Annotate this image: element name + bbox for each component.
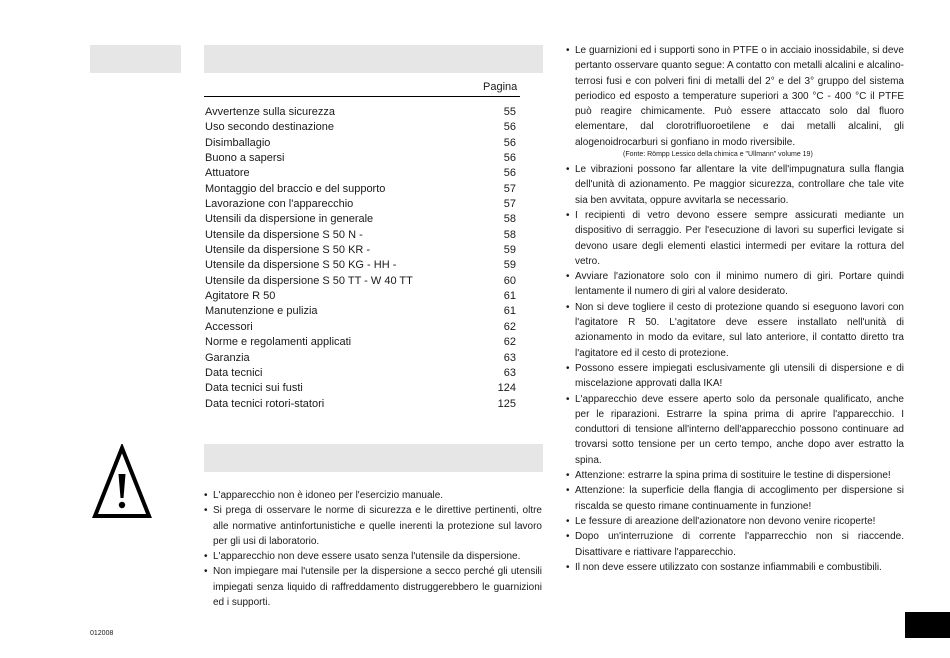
list-item: • Le vibrazioni possono far allentare la vite dell'impugnatura sulla flangia dell'unità di azionamento. Pe maggior sicurezza, controllare che tale vite sia ben avvitata, oppure avvitarla se necessario. [566, 162, 904, 208]
list-item: • L'apparecchio non è idoneo per l'esercizio manuale. [204, 488, 542, 503]
toc-item[interactable]: Agitatore R 50 61 [205, 290, 516, 303]
list-item: • Non si deve togliere il cesto di protezione quando si eseguono lavori con l'agitatore R 50. L'agitatore deve essere installato nell'unità di azionamento in modo da evitare, sul lato anteriore, il contatto diretto tra l'agitatore ed il cesto di protezione. [566, 300, 904, 361]
safety-list-right [566, 43, 904, 575]
warning-triangle-icon [92, 444, 152, 520]
list-item: • Il non deve essere utilizzato con sostanze infiammabili e combustibili. [566, 560, 904, 575]
toc-item[interactable]: Disimballagio 56 [205, 136, 516, 149]
list-item: • Le fessure di areazione dell'azionatore non devono venire ricoperte! [566, 514, 904, 529]
language-tab-box [90, 45, 181, 73]
toc-item[interactable]: Buono a sapersi 56 [205, 152, 516, 165]
toc-item[interactable]: Utensile da dispersione S 50 KR - 59 [205, 244, 516, 257]
safety-list-left [204, 488, 542, 610]
toc-item[interactable]: Utensile da dispersione S 50 KG - HH - 59 [205, 259, 516, 272]
toc-item[interactable]: Utensile da dispersione S 50 TT - W 40 TT 60 [205, 274, 516, 287]
toc-item[interactable]: Data tecnici 63 [205, 366, 516, 379]
table-of-contents [205, 105, 516, 412]
list-item: • Si prega di osservare le norme di sicurezza e le direttive pertinenti, oltre alle normative antinfortunistiche e quelle inerenti la protezione sul lavoro per gli usi di laboratorio. [204, 503, 542, 549]
toc-item[interactable]: Attuatore 56 [205, 167, 516, 180]
list-item: • I recipienti di vetro devono essere sempre assicurati mediante un dispositivo di serraggio. Per l'esecuzione di lavori su superfici levigate si devono usare degli elementi elastici intermedi per evitare la rottura del vetro. [566, 208, 904, 269]
list-item: • Avviare l'azionatore solo con il minimo numero di giri. Portare quindi lentamente il numero di giri al valore desiderato. [566, 269, 904, 300]
list-item: • L'apparecchio non deve essere usato senza l'utensile da dispersione. [204, 549, 542, 564]
toc-item[interactable]: Garanzia 63 [205, 351, 516, 364]
list-item: • Attenzione: estrarre la spina prima di sostituire le testine di dispersione! [566, 468, 904, 483]
toc-item[interactable]: Montaggio del braccio e del supporto 57 [205, 182, 516, 195]
safety-heading-bar [204, 444, 543, 472]
toc-item[interactable]: Norme e regolamenti applicati 62 [205, 336, 516, 349]
toc-item[interactable]: Data tecnici sui fusti 124 [205, 382, 516, 395]
page-number-tab [905, 612, 950, 638]
toc-divider [204, 96, 520, 97]
toc-item[interactable]: Avvertenze sulla sicurezza 55 [205, 106, 516, 118]
toc-item[interactable]: Accessori 62 [205, 320, 516, 333]
toc-item[interactable]: Utensili da dispersione in generale 58 [205, 213, 516, 226]
toc-item[interactable]: Manutenzione e pulizia 61 [205, 305, 516, 318]
source-citation: (Fonte: Römpp Lessico della chimica e "Ullmann" volume 19) [623, 151, 813, 159]
toc-item[interactable]: Lavorazione con l'apparecchio 57 [205, 198, 516, 211]
toc-item[interactable]: Utensile da dispersione S 50 N - 58 [205, 228, 516, 241]
list-item: • Non impiegare mai l'utensile per la dispersione a secco perché gli utensili impiegati senza liquido di raffreddamento distruggerebbero le guarnizioni ed i supporti. [204, 564, 542, 610]
list-item: • L'apparecchio deve essere aperto solo da personale qualificato, anche per le riparazioni. Estrarre la spina prima di aprire l'apparecchio. I conduttori di tensione all'interno dell'apparecchio possono continuare ad trovarsi sotto tensione per un certo tempo, anche dopo aver estratto la spina. [566, 392, 904, 468]
list-item: • Possono essere impiegati esclusivamente gli utensili di dispersione e di miscelazione approvati dalla IKA! [566, 361, 904, 392]
toc-item[interactable]: Data tecnici rotori-statori 125 [205, 397, 516, 410]
contents-heading-bar [204, 45, 543, 73]
toc-item[interactable]: Uso secondo destinazione 56 [205, 121, 516, 134]
list-item: • Le guarnizioni ed i supporti sono in PTFE o in acciaio inossidabile, si deve pertanto osservare quanto segue: A contatto con metalli alcalini e alcalino-terrosi fusi e con polveri fini di metalli del 2° e del 3° gruppo del sistema periodico ed esposto a temperature superiori a 300 °C - 400 °C il PTFE può reagire chimicamente. Può essere attaccato solo dal fluoro elementare, dal clorotrifluoroetilene e dai metalli alcalini, gli alogenoidrocarburi si gonfiano in modo riversibile. [566, 43, 904, 150]
document-code: 012008 [90, 630, 114, 637]
toc-page-column-header: Pagina [483, 81, 518, 93]
list-item: • Dopo un'interruzione di corrente l'apparrecchio non si riaccende. Disattivare e riattivare l'apparecchio. [566, 529, 904, 560]
list-item: • Attenzione: la superficie della flangia di accoglimento per dispersione si riscalda se questo rimane continuamente in funzione! [566, 483, 904, 514]
